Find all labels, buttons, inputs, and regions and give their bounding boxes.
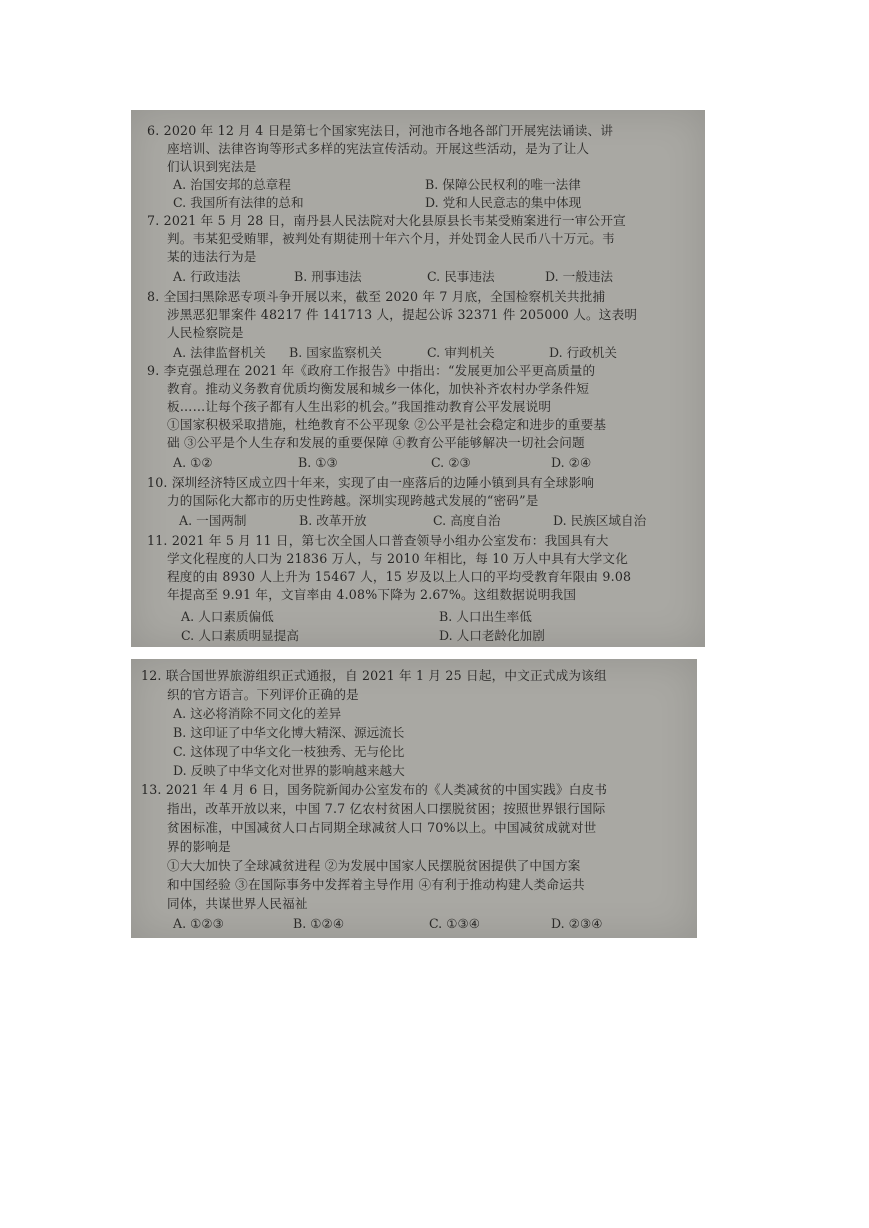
- q11-option-a: A. 人口素质偏低: [181, 609, 274, 624]
- question-7-line-3: 某的违法行为是: [167, 249, 257, 264]
- q11-option-d: D. 人口老龄化加剧: [439, 628, 545, 643]
- q6-option-c: C. 我国所有法律的总和: [173, 195, 304, 210]
- question-13-line-7: 同体，共谋世界人民福祉: [167, 896, 308, 911]
- question-9-line-1: 9. 李克强总理在 2021 年《政府工作报告》中指出：“发展更加公平更高质量的: [147, 363, 596, 378]
- q8-option-a: A. 法律监督机关: [173, 345, 266, 360]
- exam-photo-1: [131, 110, 705, 647]
- q13-option-c: C. ①③④: [429, 916, 481, 931]
- question-9-line-2: 教育。推动义务教育优质均衡发展和城乡一体化，加快补齐农村办学条件短: [167, 381, 590, 396]
- q9-option-a: A. ①②: [173, 455, 213, 470]
- question-12-line-1: 12. 联合国世界旅游组织正式通报，自 2021 年 1 月 25 日起，中文正式成为该组: [141, 668, 607, 683]
- question-13-line-1: 13. 2021 年 4 月 6 日，国务院新闻办公室发布的《人类减贫的中国实践》白皮书: [141, 782, 608, 797]
- question-12-line-2: 织的官方语言。下列评价正确的是: [167, 687, 359, 702]
- question-13-line-2: 指出，改革开放以来，中国 7.7 亿农村贫困人口摆脱贫困；按照世界银行国际: [167, 801, 606, 816]
- q9-option-d: D. ②④: [551, 455, 592, 470]
- question-8-line-3: 人民检察院是: [167, 325, 244, 340]
- question-6-line-3: 们认识到宪法是: [167, 159, 257, 174]
- q12-option-b: B. 这印证了中华文化博大精深、源远流长: [173, 725, 405, 740]
- question-11-line-3: 程度的由 8930 人上升为 15467 人，15 岁及以上人口的平均受教育年限由 9.08: [167, 569, 632, 584]
- q10-option-b: B. 改革开放: [299, 513, 367, 528]
- q12-option-d: D. 反映了中华文化对世界的影响越来越大: [173, 763, 405, 778]
- q10-option-d: D. 民族区域自治: [553, 513, 647, 528]
- q7-option-c: C. 民事违法: [427, 269, 495, 284]
- question-6-line-1: 6. 2020 年 12 月 4 日是第七个国家宪法日，河池市各地各部门开展宪法诵读、讲: [147, 123, 614, 138]
- question-7-line-2: 判。韦某犯受贿罪，被判处有期徒刑十年六个月，并处罚金人民币八十万元。韦: [167, 231, 615, 246]
- question-6-line-2: 座培训、法律咨询等形式多样的宪法宣传活动。开展这些活动，是为了让人: [167, 141, 590, 156]
- question-13-line-3: 贫困标准，中国减贫人口占同期全球减贫人口 70%以上。中国减贫成就对世: [167, 820, 597, 835]
- q7-option-d: D. 一般违法: [545, 269, 614, 284]
- question-9-line-3: 板……让每个孩子都有人生出彩的机会。”我国推动教育公平发展说明: [167, 399, 552, 414]
- q8-option-b: B. 国家监察机关: [289, 345, 382, 360]
- q6-option-d: D. 党和人民意志的集中体现: [425, 195, 582, 210]
- q13-option-a: A. ①②③: [173, 916, 224, 931]
- q10-option-a: A. 一国两制: [179, 513, 247, 528]
- question-9-line-5: 础 ③公平是个人生存和发展的重要保障 ④教育公平能够解决一切社会问题: [167, 435, 585, 450]
- question-13-line-6: 和中国经验 ③在国际事务中发挥着主导作用 ④有利于推动构建人类命运共: [167, 877, 585, 892]
- question-10-line-2: 力的国际化大都市的历史性跨越。深圳实现跨越式发展的“密码”是: [167, 493, 539, 508]
- question-11-line-2: 学文化程度的人口为 21836 万人，与 2010 年相比，每 10 万人中具有大学文化: [167, 551, 628, 566]
- exam-photo-2: [131, 659, 697, 938]
- q12-option-c: C. 这体现了中华文化一枝独秀、无与伦比: [173, 744, 405, 759]
- question-11-line-4: 年提高至 9.91 年，文盲率由 4.08%下降为 2.67%。这组数据说明我国: [167, 587, 577, 602]
- question-8-line-2: 涉黑恶犯罪案件 48217 件 141713 人，提起公诉 32371 件 205000 人。这表明: [167, 307, 638, 322]
- q13-option-b: B. ①②④: [293, 916, 345, 931]
- q12-option-a: A. 这必将消除不同文化的差异: [173, 706, 342, 721]
- q8-option-d: D. 行政机关: [549, 345, 618, 360]
- q6-option-b: B. 保障公民权利的唯一法律: [425, 177, 581, 192]
- question-10-line-1: 10. 深圳经济特区成立四十年来，实现了由一座落后的边陲小镇到具有全球影响: [147, 475, 595, 490]
- q11-option-c: C. 人口素质明显提高: [181, 628, 299, 643]
- q8-option-c: C. 审判机关: [427, 345, 495, 360]
- question-11-line-1: 11. 2021 年 5 月 11 日，第七次全国人口普查领导小组办公室发布：我国具有大: [147, 533, 609, 548]
- q6-option-a: A. 治国安邦的总章程: [173, 177, 291, 192]
- question-9-line-4: ①国家积极采取措施，杜绝教育不公平现象 ②公平是社会稳定和进步的重要基: [167, 417, 607, 432]
- q7-option-b: B. 刑事违法: [294, 269, 362, 284]
- question-13-line-4: 界的影响是: [167, 839, 231, 854]
- q13-option-d: D. ②③④: [551, 916, 603, 931]
- q7-option-a: A. 行政违法: [173, 269, 241, 284]
- q11-option-b: B. 人口出生率低: [439, 609, 532, 624]
- q9-option-b: B. ①③: [298, 455, 338, 470]
- q10-option-c: C. 高度自治: [433, 513, 501, 528]
- q9-option-c: C. ②③: [431, 455, 471, 470]
- question-7-line-1: 7. 2021 年 5 月 28 日，南丹县人民法院对大化县原县长韦某受贿案进行一审公开宣: [147, 213, 626, 228]
- question-13-line-5: ①大大加快了全球减贫进程 ②为发展中国家人民摆脱贫困提供了中国方案: [167, 858, 581, 873]
- question-8-line-1: 8. 全国扫黑除恶专项斗争开展以来，截至 2020 年 7 月底，全国检察机关共批捕: [147, 289, 606, 304]
